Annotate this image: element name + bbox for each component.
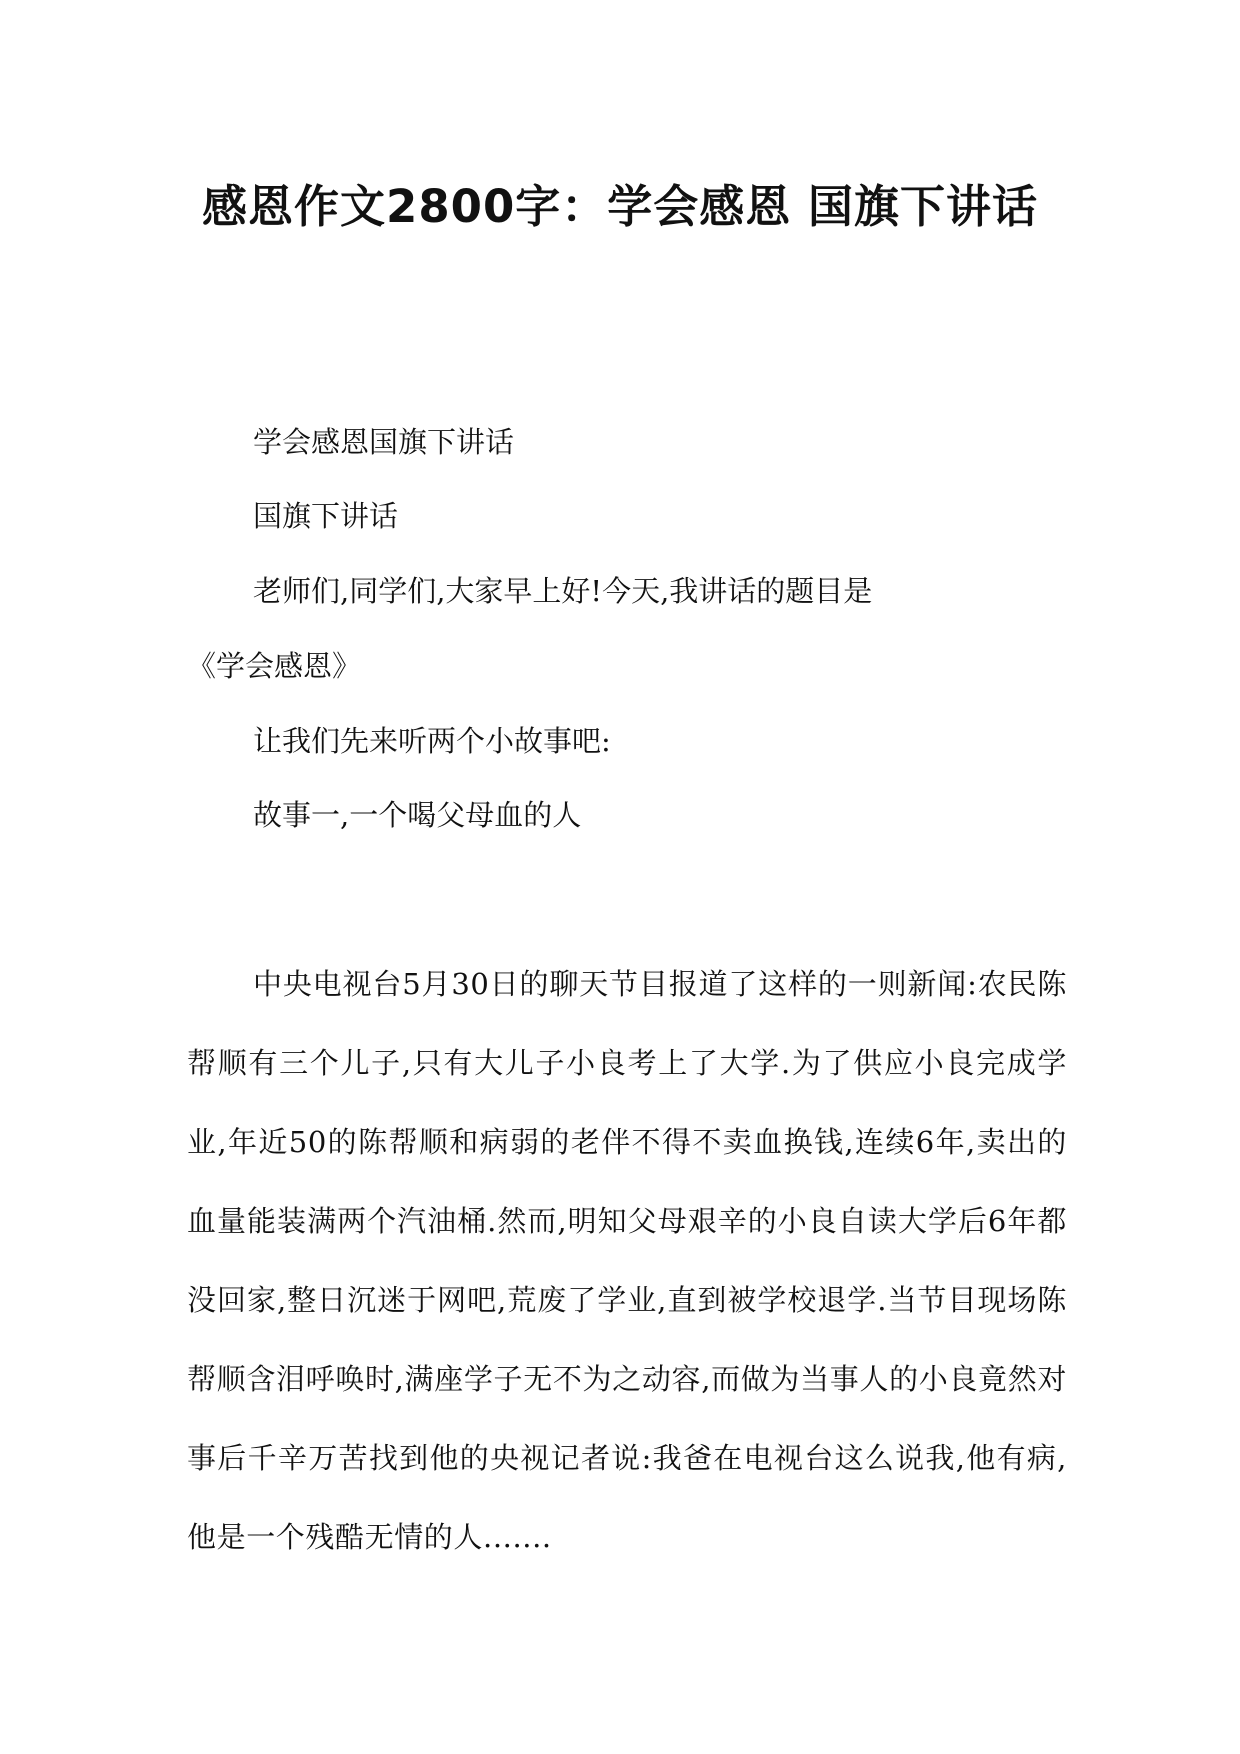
story-paragraph: 中央电视台5月30日的聊天节目报道了这样的一则新闻:农民陈帮顺有三个儿子,只有大儿子小良考上了大学.为了供应小良完成学业,年近50的陈帮顺和病弱的老伴不得不卖血换钱,连续6年,卖出的血量能装满两个汽油桶.然而,明知父母艰辛的小良自读大学后6年都没回家,整日沉迷于网吧,荒废了学业,直到被学校退学.当节目现场陈帮顺含泪呼唤时,满座学子无不为之动容,而做为当事人的小良竟然对事后千辛万苦找到他的央视记者说:我爸在电视台这么说我,他有病,他是一个残酷无情的人....... [187,967,1067,1554]
document-title: 感恩作文2800字：学会感恩 国旗下讲话 [202,180,1038,233]
greeting-line: 老师们,同学们,大家早上好!今天,我讲话的题目是 [253,574,873,608]
intro-line: 让我们先来听两个小故事吧: [253,724,611,758]
heading-line: 学会感恩国旗下讲话 [253,425,515,459]
subheading-line: 国旗下讲话 [253,499,399,533]
speech-title-line: 《学会感恩》 [187,649,362,683]
story-heading-line: 故事一,一个喝父母血的人 [253,798,582,832]
